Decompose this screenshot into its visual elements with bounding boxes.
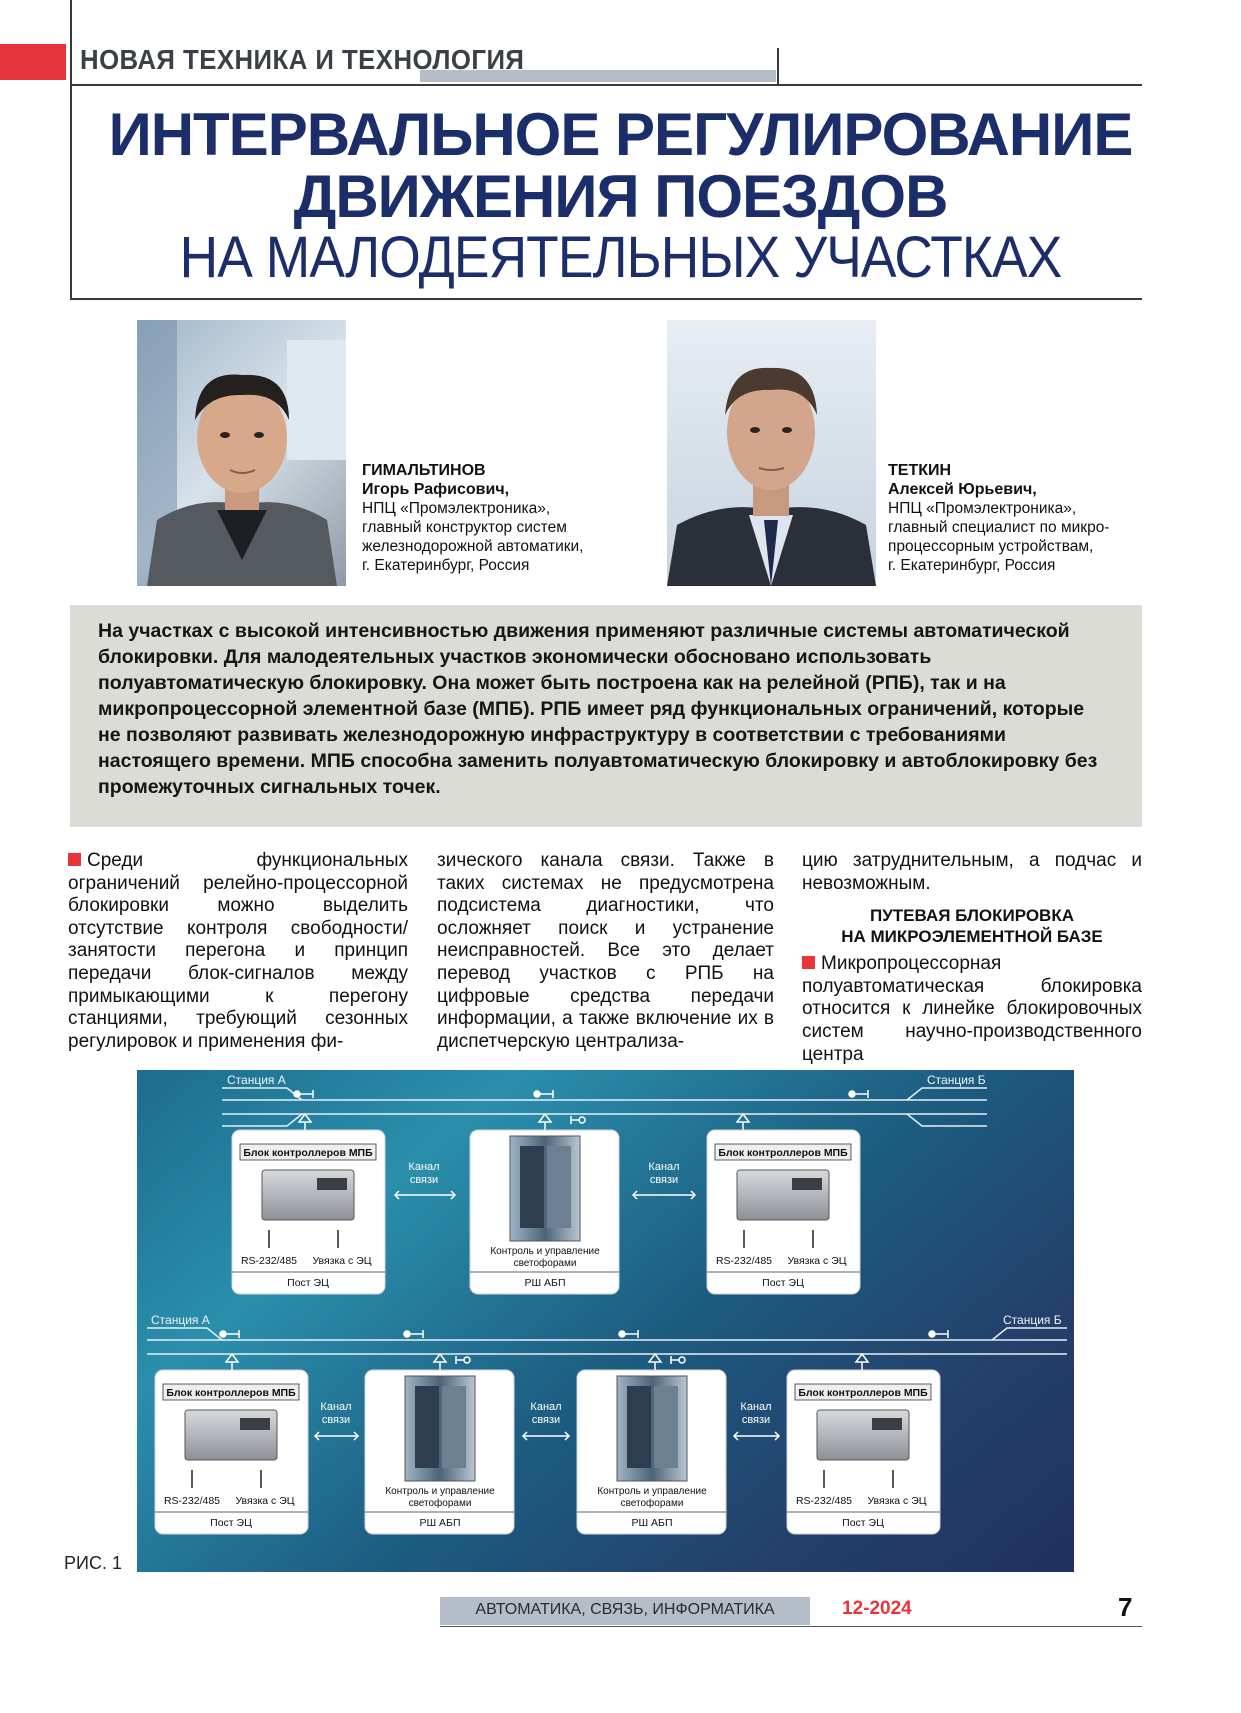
post-ec-box <box>787 1370 940 1534</box>
body-text: Микропроцессорная полуавтоматическая блокировка относится к линейке блокировочных систем научно-производственного центра <box>802 953 1142 1065</box>
link-ec-label: Увязка с ЭЦ <box>787 1255 847 1267</box>
controller-device-icon <box>817 1410 909 1460</box>
diagram-bottom <box>147 1313 1067 1534</box>
rsh-abp-box <box>365 1370 514 1534</box>
rs-label: RS-232/485 <box>715 1255 773 1267</box>
controller-block-label: Блок контроллеров МПБ <box>243 1147 373 1159</box>
control-label: Контроль и управление <box>385 1486 495 1497</box>
post-ec-box <box>707 1130 860 1294</box>
link-ec-label: Увязка с ЭЦ <box>235 1495 295 1507</box>
channel-label: Канал <box>530 1401 562 1413</box>
controller-device-icon <box>262 1170 354 1220</box>
control-label: светофорами <box>513 1258 577 1269</box>
body-text: зического канала связи. Также в таких системах не предусмотрена подсистема диагностики, что осложняет поиск и устранение неисправностей. Все это делает перевод участков с РПБ на цифровые средства передачи информации, а также включение их в диспетчерскую централиза- <box>437 850 774 1052</box>
post-ec-label: Пост ЭЦ <box>842 1517 884 1529</box>
body-column-2 <box>437 850 774 1053</box>
station-a-label: Станция А <box>227 1073 286 1087</box>
article-title-line1: ИНТЕРВАЛЬНОЕ РЕГУЛИРОВАНИЕ <box>108 101 1133 168</box>
lead-paragraph: На участках с высокой интенсивностью движения применяют различные системы автоматической блокировки. Для малодеятельных участков экономически обосновано использовать полуавтоматическую блокировку. Она может быть построена как на релейной (РПБ), так и на микропроцессорной элементной базе (МПБ). РПБ имеет ряд функциональных ограничений, которые не позволяют развивать железнодорожную инфраструктуру в соответствии с требованиями настоящего времени. МПБ способна заменить полуавтоматическую блокировку и автоблокировку без промежуточных сигнальных точек. <box>98 620 1098 798</box>
channel-label: связи <box>409 1174 439 1186</box>
station-a-label: Станция А <box>151 1313 210 1327</box>
rsh-abp-label: РШ АБП <box>524 1277 566 1289</box>
controller-block-label: Блок контроллеров МПБ <box>166 1387 296 1399</box>
section-title: НОВАЯ ТЕХНИКА И ТЕХНОЛОГИЯ <box>80 44 525 75</box>
author-org: НПЦ «Промэлектроника», <box>362 500 551 517</box>
diagram-top <box>222 1073 987 1294</box>
channel-label: связи <box>531 1414 561 1426</box>
channel-label: Канал <box>408 1161 440 1173</box>
footer-rule <box>440 1626 1142 1627</box>
subheading-line: НА МИКРОЭЛЕМЕНТНОЙ БАЗЕ <box>841 927 1103 947</box>
author-city: г. Екатеринбург, Россия <box>888 557 1056 574</box>
channel-label: Канал <box>648 1161 680 1173</box>
author-info-2 <box>888 461 1188 575</box>
author-surname: ТЕТКИН <box>888 462 952 479</box>
controller-device-icon <box>737 1170 829 1220</box>
channel-label: связи <box>321 1414 351 1426</box>
post-ec-box <box>232 1130 385 1294</box>
channel-label: связи <box>741 1414 771 1426</box>
rsh-abp-box <box>470 1130 619 1294</box>
controller-block-label: Блок контроллеров МПБ <box>798 1387 928 1399</box>
station-b-label: Станция Б <box>927 1073 986 1087</box>
controller-device-icon <box>185 1410 277 1460</box>
section-red-tab <box>0 44 66 80</box>
article-title-line3: НА МАЛОДЕЯТЕЛЬНЫХ УЧАСТКАХ <box>179 225 1062 290</box>
author-name: Алексей Юрьевич, <box>888 481 1037 498</box>
author-name: Игорь Рафисович, <box>362 481 510 498</box>
author-info-1 <box>362 461 662 575</box>
figure-caption: РИС. 1 <box>64 1553 122 1573</box>
rs-label: RS-232/485 <box>240 1255 298 1267</box>
subheading <box>802 905 1142 947</box>
control-label: Контроль и управление <box>597 1486 707 1497</box>
channel-label: Канал <box>740 1401 772 1413</box>
rsh-abp-box <box>577 1370 726 1534</box>
post-ec-box <box>155 1370 308 1534</box>
controller-block-label: Блок контроллеров МПБ <box>718 1147 848 1159</box>
rs-label: RS-232/485 <box>795 1495 853 1507</box>
control-label: Контроль и управление <box>490 1246 600 1257</box>
author-position: железнодорожной автоматики, <box>362 538 584 555</box>
page-number: 7 <box>1118 1592 1133 1622</box>
post-ec-label: Пост ЭЦ <box>287 1277 329 1289</box>
body-text: Среди функциональных ограничений релейно-процессорной блокировки можно выделить отсутствие контроля свободности/занятости перегона и принцип передачи блок-сигналов между примыкающими к перегону станциями, требующий сезонных регулировок и применения фи- <box>68 850 408 1052</box>
channel-label: Канал <box>320 1401 352 1413</box>
body-column-1 <box>68 850 408 1053</box>
body-column-3 <box>802 850 1142 1066</box>
channel-label: связи <box>649 1174 679 1186</box>
author-photo-gimaltinov <box>137 320 346 586</box>
author-surname: ГИМАЛЬТИНОВ <box>362 462 486 479</box>
station-b-label: Станция Б <box>1003 1313 1062 1327</box>
subheading-line: ПУТЕВАЯ БЛОКИРОВКА <box>870 906 1074 926</box>
post-ec-label: Пост ЭЦ <box>210 1517 252 1529</box>
journal-name: АВТОМАТИКА, СВЯЗЬ, ИНФОРМАТИКА <box>475 1601 775 1618</box>
top-rule <box>70 84 1142 86</box>
author-position: процессорным устройствам, <box>888 538 1094 555</box>
link-ec-label: Увязка с ЭЦ <box>867 1495 927 1507</box>
rsh-abp-label: РШ АБП <box>631 1517 673 1529</box>
article-title-line2: ДВИЖЕНИЯ ПОЕЗДОВ <box>293 163 948 230</box>
body-text: цию затруднительным, а подчас и невозможным. <box>802 850 1142 894</box>
post-ec-label: Пост ЭЦ <box>762 1277 804 1289</box>
control-label: светофорами <box>620 1498 684 1509</box>
rsh-abp-label: РШ АБП <box>419 1517 461 1529</box>
control-label: светофорами <box>408 1498 472 1509</box>
author-photo-tetkin <box>667 320 876 586</box>
author-org: НПЦ «Промэлектроника», <box>888 500 1077 517</box>
author-city: г. Екатеринбург, Россия <box>362 557 530 574</box>
author-position: главный специалист по микро- <box>888 519 1110 536</box>
issue-number: 12-2024 <box>842 1598 912 1619</box>
figure-diagram <box>137 1070 1074 1572</box>
paragraph-marker <box>68 853 81 866</box>
rs-label: RS-232/485 <box>163 1495 221 1507</box>
title-rule <box>70 298 1142 300</box>
paragraph-marker <box>802 956 815 969</box>
section-divider <box>777 48 779 84</box>
link-ec-label: Увязка с ЭЦ <box>312 1255 372 1267</box>
author-position: главный конструктор систем <box>362 519 567 536</box>
